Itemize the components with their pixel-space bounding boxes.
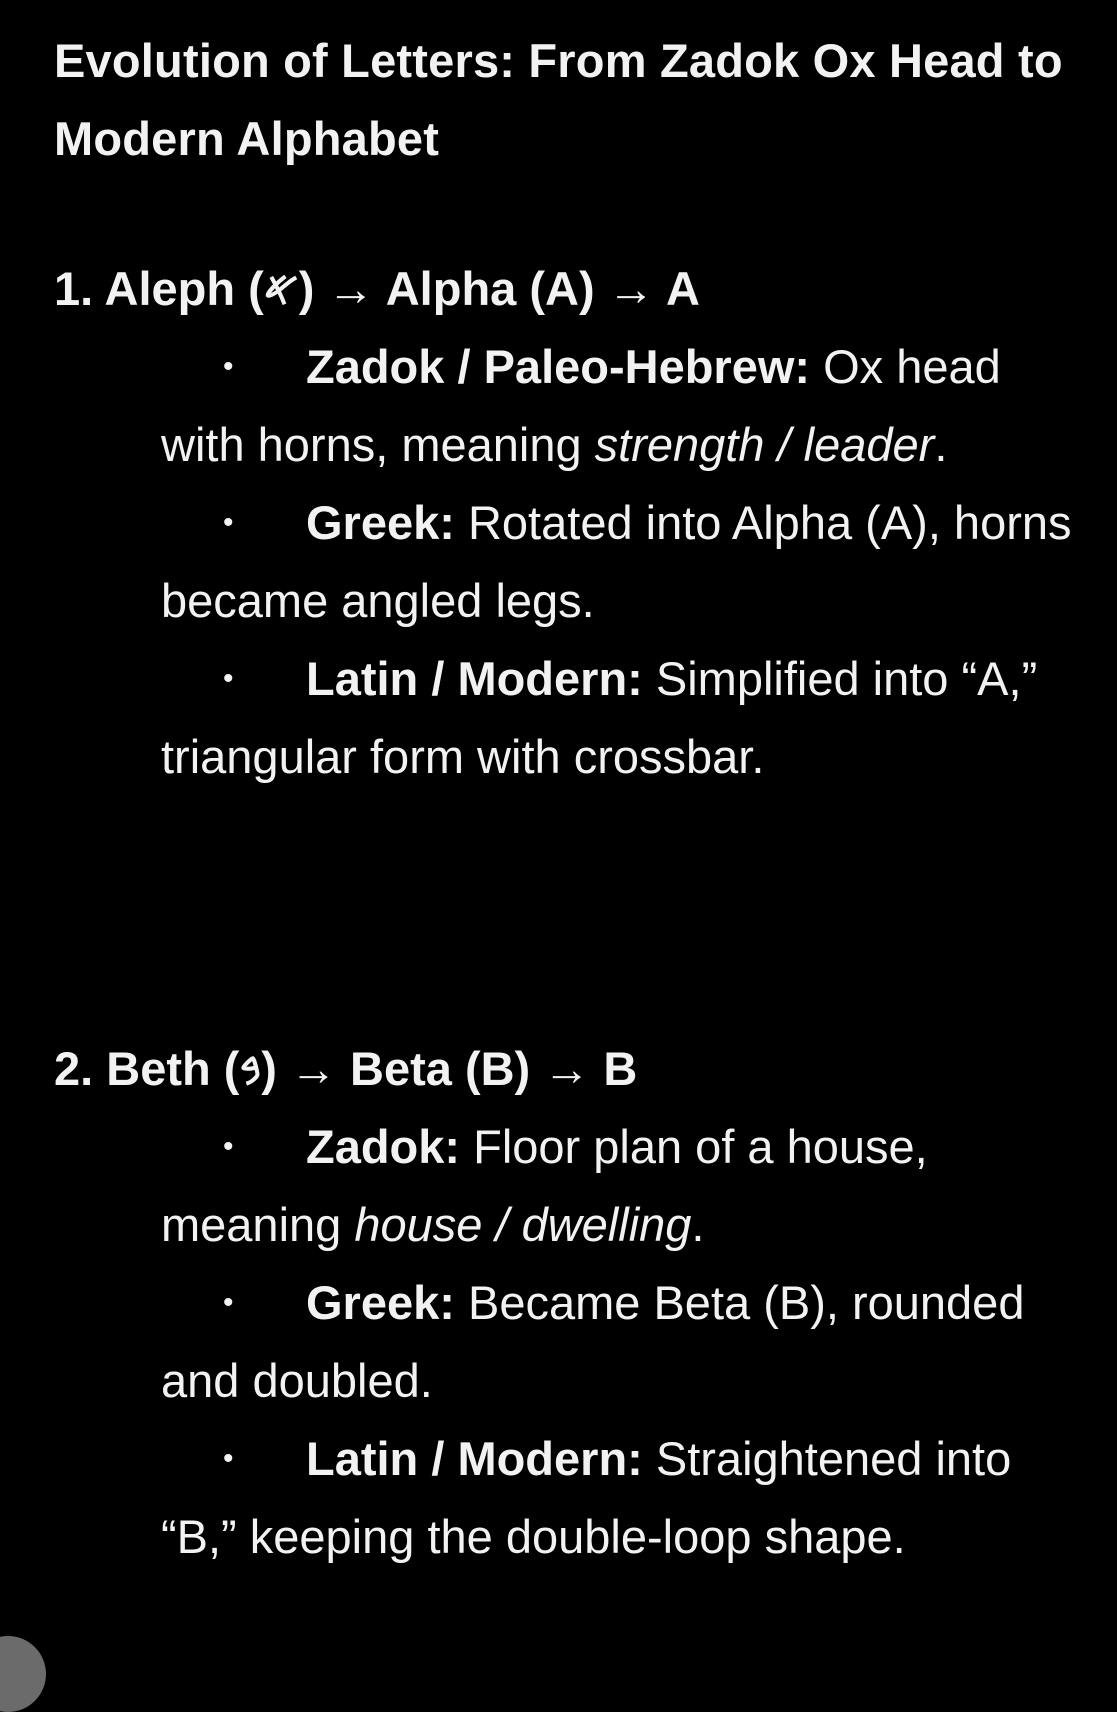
bullet-text: Simplified into “A,” triangular form with crossbar. [161,652,1038,783]
bullet-lead: Greek: [306,496,455,549]
list-item [161,484,1091,640]
list-item [161,1264,1091,1420]
bullet-emphasis: house / dwelling [354,1198,692,1251]
letter-name: Beth [106,1042,211,1095]
bullet-icon: • [223,662,234,695]
bullet-icon: • [223,506,234,539]
modern-letter: A [666,262,700,315]
arrow-icon: → [543,1042,591,1095]
bullet-lead: Latin / Modern: [306,1432,643,1485]
bullet-tail: . [691,1198,705,1251]
bullet-tail: . [934,418,948,471]
letter-name: Aleph [104,262,236,315]
greek-letter: Beta (B) [350,1042,531,1095]
bullet-text: Rotated into Alpha (A), horns became angled legs. [161,496,1072,627]
list-item [161,1108,1091,1264]
bullet-icon: • [223,1442,234,1475]
bullet-icon: • [223,1130,234,1163]
arrow-icon: → [607,262,655,315]
section-number: 1. [54,262,94,315]
section-heading-beth [54,1030,637,1108]
list-item [161,640,1091,796]
bullet-emphasis: strength / leader [594,418,935,471]
bullet-text: Became Beta (B), rounded and doubled. [161,1276,1025,1407]
greek-letter: Alpha (A) [385,262,595,315]
bullet-lead: Greek: [306,1276,455,1329]
arrow-icon: → [289,1042,337,1095]
section-heading-aleph [54,250,700,328]
bullet-icon: • [223,1286,234,1319]
list-item [161,1420,1091,1576]
bullet-icon: • [223,350,234,383]
bullet-lead: Zadok: [306,1120,461,1173]
arrow-icon: → [327,262,375,315]
modern-letter: B [603,1042,638,1095]
bullet-lead: Latin / Modern: [306,652,643,705]
list-item [161,328,1091,484]
bullet-text: Ox head with horns, meaning [161,340,1001,471]
letter-symbol: (𐤁) [223,1042,277,1095]
document-title: Evolution of Letters: From Zadok Ox Head to Modern Alphabet [54,34,1063,165]
scroll-handle[interactable] [0,1636,46,1712]
letter-symbol: (𐤀) [248,262,315,315]
bullet-text: Floor plan of a house, meaning [161,1120,928,1251]
section-number: 2. [54,1042,94,1095]
bullet-text: Straightened into “B,” keeping the double-loop shape. [161,1432,1012,1563]
bullet-lead: Zadok / Paleo-Hebrew: [306,340,811,393]
